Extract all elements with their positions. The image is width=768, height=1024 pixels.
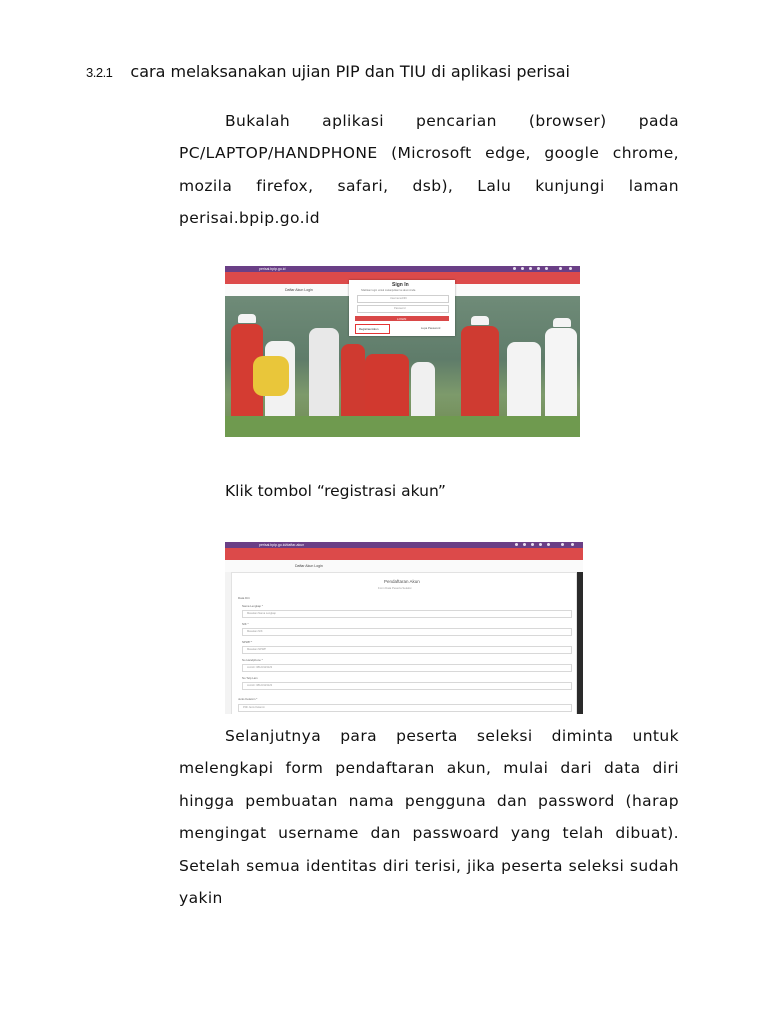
full-name-input[interactable] bbox=[242, 610, 572, 618]
field-placeholder: Masukan Nama Lengkap bbox=[247, 612, 276, 615]
login-page-screenshot bbox=[225, 266, 580, 437]
address-bar: perisai.bpip.go.id/daftar-akun bbox=[259, 543, 305, 547]
profile-icon bbox=[559, 267, 562, 270]
login-button-label: LOGIN bbox=[397, 316, 407, 321]
extension-icon bbox=[521, 267, 524, 270]
field-placeholder: contoh: 08123123123 bbox=[247, 666, 273, 669]
section-number: 3.2.1 bbox=[86, 65, 113, 80]
figure bbox=[238, 314, 256, 323]
extension-icon bbox=[529, 267, 532, 270]
login-title: Sign In bbox=[392, 282, 409, 288]
registration-page-screenshot bbox=[225, 542, 583, 714]
site-nav-links: Daftar Akun Login bbox=[285, 288, 313, 292]
figure bbox=[471, 316, 489, 325]
field-label: NPWP * bbox=[242, 640, 253, 644]
registration-form bbox=[231, 572, 577, 714]
gender-label: Jenis Kelamin * bbox=[238, 697, 258, 701]
site-nav-links: Daftar Akun Login bbox=[295, 564, 323, 568]
username-input[interactable] bbox=[357, 295, 449, 303]
gender-placeholder: Pilih Jenis Kelamin bbox=[243, 706, 265, 709]
profile-icon bbox=[561, 543, 564, 546]
extension-icon bbox=[537, 267, 540, 270]
login-button[interactable] bbox=[355, 316, 449, 321]
form-subtitle: Form Data Peserta Seleksi bbox=[378, 586, 412, 590]
gender-select[interactable] bbox=[238, 704, 572, 712]
figure bbox=[553, 318, 571, 327]
form-section-label: Data Diri bbox=[238, 596, 250, 600]
login-subtitle: Silahkan login untuk melanjutkan ke akun Anda bbox=[361, 289, 416, 292]
lawn bbox=[225, 416, 580, 437]
intro-paragraph: Bukalah aplikasi pencarian (browser) pada PC/LAPTOP/HANDPHONE (Microsoft edge, google chrome, mozila firefox, safari, dsb), Lalu kunjungi laman perisai.bpip.go.id bbox=[179, 112, 679, 228]
forgot-password-link[interactable]: Lupa Password bbox=[421, 326, 441, 330]
password-placeholder: Password bbox=[394, 307, 406, 310]
section-title: cara melaksanakan ujian PIP dan TIU di aplikasi perisai bbox=[130, 62, 570, 81]
extension-icon bbox=[513, 267, 516, 270]
extension-icon bbox=[515, 543, 518, 546]
register-account-label: Registrasi Akun bbox=[359, 327, 379, 331]
yellow-cloth bbox=[253, 356, 289, 396]
address-bar: perisai.bpip.go.id bbox=[259, 267, 286, 271]
step-caption: Klik tombol “registrasi akun” bbox=[225, 482, 446, 500]
extension-icon bbox=[545, 267, 548, 270]
form-title: Pendaftaran Akun bbox=[384, 579, 420, 584]
menu-icon bbox=[569, 267, 572, 270]
extension-icon bbox=[531, 543, 534, 546]
extension-icon bbox=[523, 543, 526, 546]
field-label: Nama Lengkap * bbox=[242, 604, 263, 608]
field-placeholder: contoh: 08123123123 bbox=[247, 684, 273, 687]
nik-input[interactable] bbox=[242, 628, 572, 636]
menu-icon bbox=[571, 543, 574, 546]
username-placeholder: Username/NIK bbox=[390, 297, 408, 300]
phone-input[interactable] bbox=[242, 664, 572, 672]
npwp-input[interactable] bbox=[242, 646, 572, 654]
page-background-edge bbox=[577, 572, 583, 714]
extension-icon bbox=[539, 543, 542, 546]
register-account-link[interactable] bbox=[355, 324, 390, 334]
login-dialog bbox=[349, 280, 455, 336]
site-nav bbox=[225, 560, 583, 572]
continuation-paragraph: Selanjutnya para peserta seleksi diminta untuk melengkapi form pendaftaran akun, mulai dari data diri hingga pembuatan nama pengguna dan password (harap mengingat username dan passwoard yang telah dibuat). Setelah semua identitas diri terisi, jika peserta seleksi sudah yakin bbox=[179, 727, 679, 908]
extension-icon bbox=[547, 543, 550, 546]
field-label: No Telp Lain bbox=[242, 676, 258, 680]
password-input[interactable] bbox=[357, 305, 449, 313]
section-heading bbox=[86, 60, 646, 84]
other-phone-input[interactable] bbox=[242, 682, 572, 690]
field-label: NIK * bbox=[242, 622, 249, 626]
site-header bbox=[225, 548, 583, 560]
field-placeholder: Masukan NIK bbox=[247, 630, 263, 633]
field-placeholder: Masukan NPWP bbox=[247, 648, 267, 651]
field-label: No Handphone * bbox=[242, 658, 263, 662]
